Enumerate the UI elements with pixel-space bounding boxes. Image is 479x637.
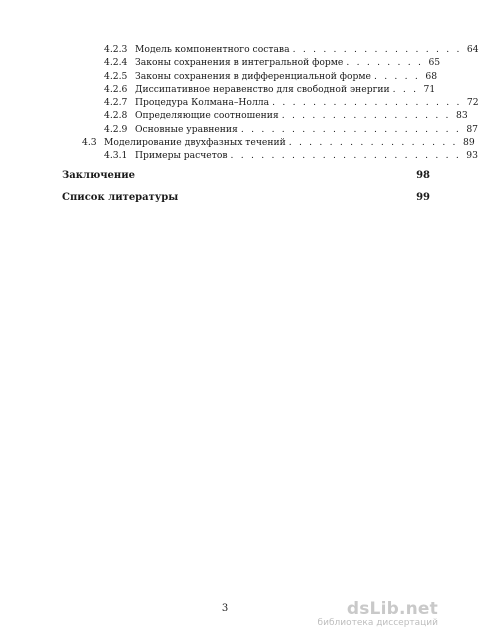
toc-entry-page: 83 [455, 110, 468, 122]
toc-entry-number: 4.2.8 [104, 110, 128, 122]
toc-entry-title: Моделирование двухфазных течений [104, 137, 286, 149]
toc-leader-dots: . . . . . . . . [346, 57, 424, 69]
toc-chapter-title: Список литературы [62, 192, 179, 203]
toc-leader-dots: . . . . . . . . . . . . . . . . . [281, 110, 451, 122]
toc-entry-4-2-6 [62, 83, 436, 96]
toc-entry-4-2-3 [62, 43, 479, 56]
toc-entry-page: 72 [466, 97, 479, 109]
toc-leader-dots: . . . [392, 83, 419, 95]
toc-entry-page: 65 [428, 57, 441, 69]
watermark [317, 599, 438, 629]
toc-entry-title: Процедура Колмана–Нолла [135, 97, 270, 109]
toc-entry-page: 93 [466, 150, 478, 162]
toc-leader-dots: . . . . . [373, 70, 421, 82]
toc-entry-4-3 [62, 136, 475, 149]
toc-leader-dots: . . . . . . . . . . . . . . . . . . . . . . [240, 123, 462, 135]
toc-entry-title: Законы сохранения в дифференциальной форме [135, 70, 371, 82]
toc-entry-title: Модель компонентного состава [135, 44, 290, 55]
toc-entry-page: 87 [466, 123, 479, 135]
toc-entry-title: Законы сохранения в интегральной форме [135, 57, 344, 69]
toc-entry-4-2-7 [62, 96, 479, 109]
toc-entry-page: 68 [425, 70, 438, 82]
toc-chapter-conclusion [62, 170, 430, 181]
toc-entry-number: 4.2.7 [104, 97, 128, 109]
toc-entry-number: 4.3 [82, 137, 97, 149]
toc-leader-dots: . . . . . . . . . . . . . . . . . [288, 137, 458, 149]
toc-entry-page: 71 [423, 83, 436, 95]
toc-entry-number: 4.2.3 [104, 44, 128, 55]
toc-leader-dots: . . . . . . . . . . . . . . . . . . . [272, 97, 462, 109]
toc-entry-number: 4.2.9 [104, 123, 128, 135]
page-number: 3 [221, 603, 229, 614]
toc-leader-dots: . . . . . . . . . . . . . . . . . [292, 44, 462, 55]
watermark-subtitle: библиотека диссертаций [317, 618, 438, 628]
toc-chapter-page: 98 [416, 170, 430, 181]
toc-entry-number: 4.2.6 [104, 83, 128, 95]
watermark-logo: dsLib.net [346, 599, 438, 619]
toc-entry-number: 4.2.5 [104, 70, 128, 82]
toc-entry-4-3-1 [62, 149, 478, 162]
toc-entry-page: 89 [462, 137, 475, 149]
toc-entry-title: Определяющие соотношения [135, 110, 279, 122]
toc-chapter-title: Заключение [62, 170, 135, 181]
toc-entry-title: Примеры расчетов [135, 150, 228, 162]
toc-chapter-page: 99 [416, 192, 430, 203]
toc-entry-number: 4.2.4 [104, 57, 128, 69]
toc-entry-4-2-4 [62, 56, 441, 69]
toc-entry-title: Основные уравнения [135, 123, 238, 135]
toc-chapter-references [62, 192, 430, 203]
toc-leader-dots: . . . . . . . . . . . . . . . . . . . . . . . [230, 150, 461, 162]
toc-entry-4-2-5 [62, 70, 438, 83]
toc-entry-4-2-8 [62, 109, 468, 122]
toc-entry-number: 4.3.1 [104, 150, 128, 162]
toc-entry-page: 64 [466, 44, 479, 55]
table-of-contents [62, 43, 479, 163]
toc-entry-title: Диссипативное неравенство для свободной энергии [135, 83, 390, 95]
toc-entry-4-2-9 [62, 123, 479, 136]
